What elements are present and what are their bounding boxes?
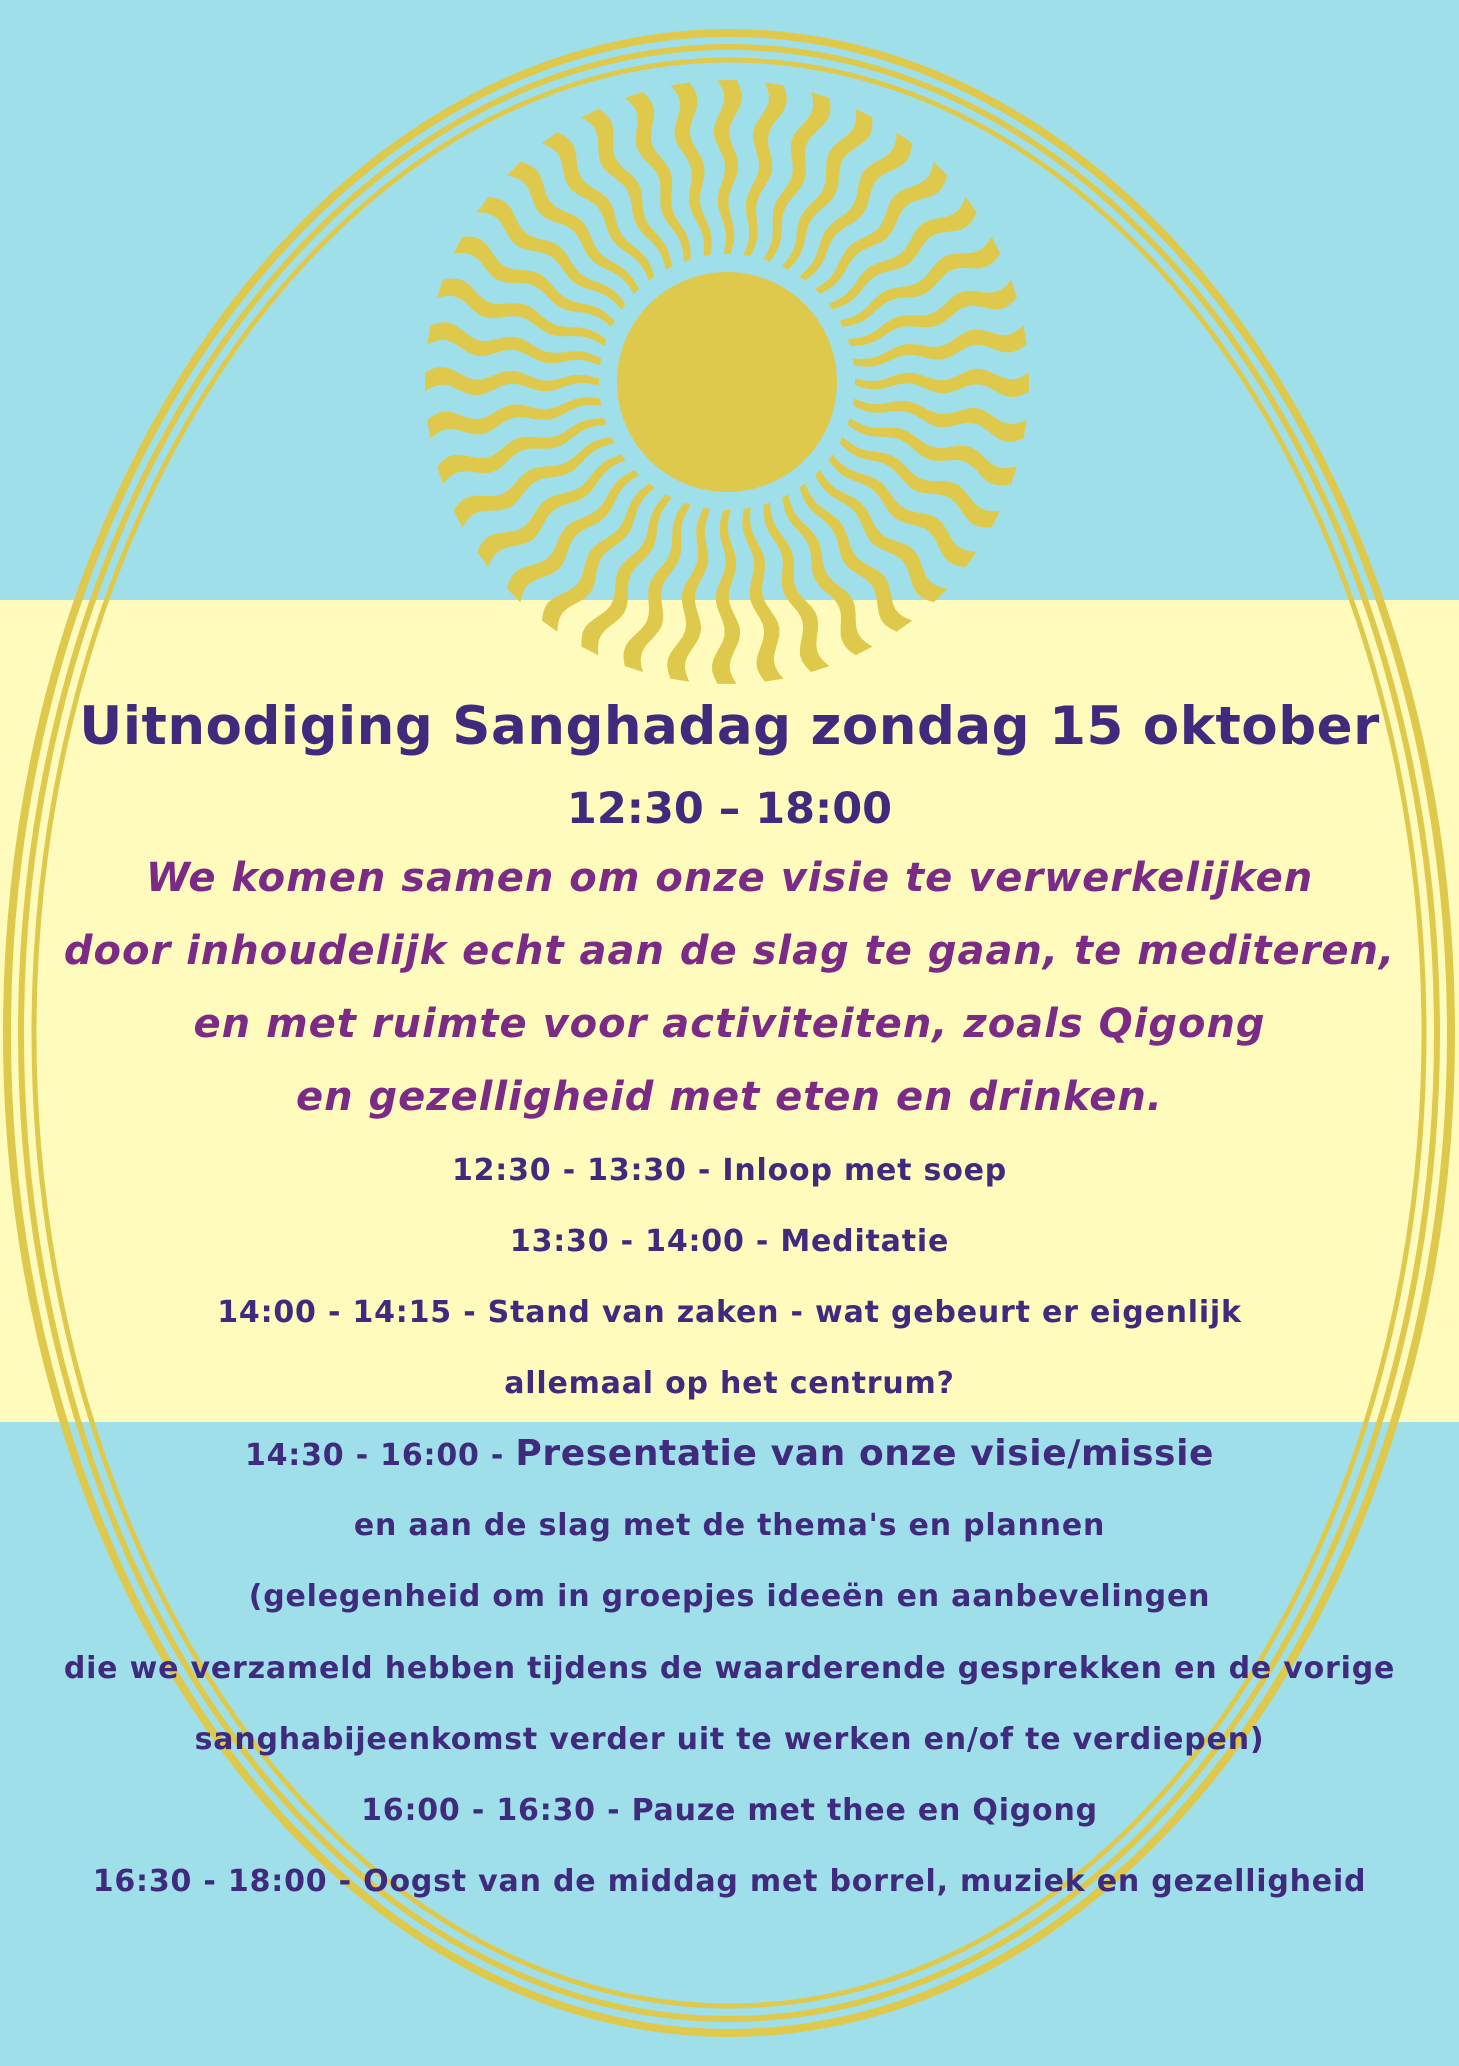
schedule-item: 13:30 - 14:00 - Meditatie [509, 1224, 950, 1259]
schedule-item: 16:30 - 18:00 - Oogst van de middag met borrel, muziek en gezelligheid [92, 1864, 1367, 1899]
intro-line: door inhoudelijk echt aan de slag te gaan, te mediteren, [63, 928, 1396, 974]
schedule-item: allemaal op het centrum? [504, 1366, 955, 1401]
presentation-item [0, 1433, 1459, 1474]
intro-line: We komen samen om onze visie te verwerkelijken [145, 855, 1314, 901]
detail-line: (gelegenheid om in groepjes ideeën en aanbevelingen [248, 1579, 1211, 1614]
presentation-time: 14:30 - 16:00 - [244, 1438, 516, 1473]
schedule-item: 14:00 - 14:15 - Stand van zaken - wat gebeurt er eigenlijk [217, 1295, 1242, 1330]
sun-ray [855, 369, 1029, 397]
schedule-item: 16:00 - 16:30 - Pauze met thee en Qigong [361, 1793, 1098, 1828]
intro-line: en gezelligheid met eten en drinken. [295, 1074, 1164, 1120]
detail-line: sanghabijeenkomst verder uit te werken en/of te verdiepen) [194, 1722, 1265, 1757]
event-time: 12:30 – 18:00 [566, 784, 893, 834]
sun-ray [712, 510, 740, 684]
detail-line: die we verzameld hebben tijdens de waarderende gesprekken en de vorige [63, 1651, 1396, 1686]
schedule-item: 12:30 - 13:30 - Inloop met soep [451, 1153, 1008, 1188]
presentation-label: Presentatie van onze visie/missie [515, 1433, 1215, 1474]
intro-line: en met ruimte voor activiteiten, zoals Qigong [193, 1001, 1266, 1047]
invitation-title: Uitnodiging Sanghadag zondag 15 oktober [79, 696, 1380, 757]
sun-ray [425, 367, 599, 395]
detail-line: en aan de slag met de thema's en plannen [353, 1508, 1106, 1543]
sun-disc [617, 272, 837, 492]
sun-icon [425, 80, 1029, 684]
sun-ray [714, 80, 742, 254]
